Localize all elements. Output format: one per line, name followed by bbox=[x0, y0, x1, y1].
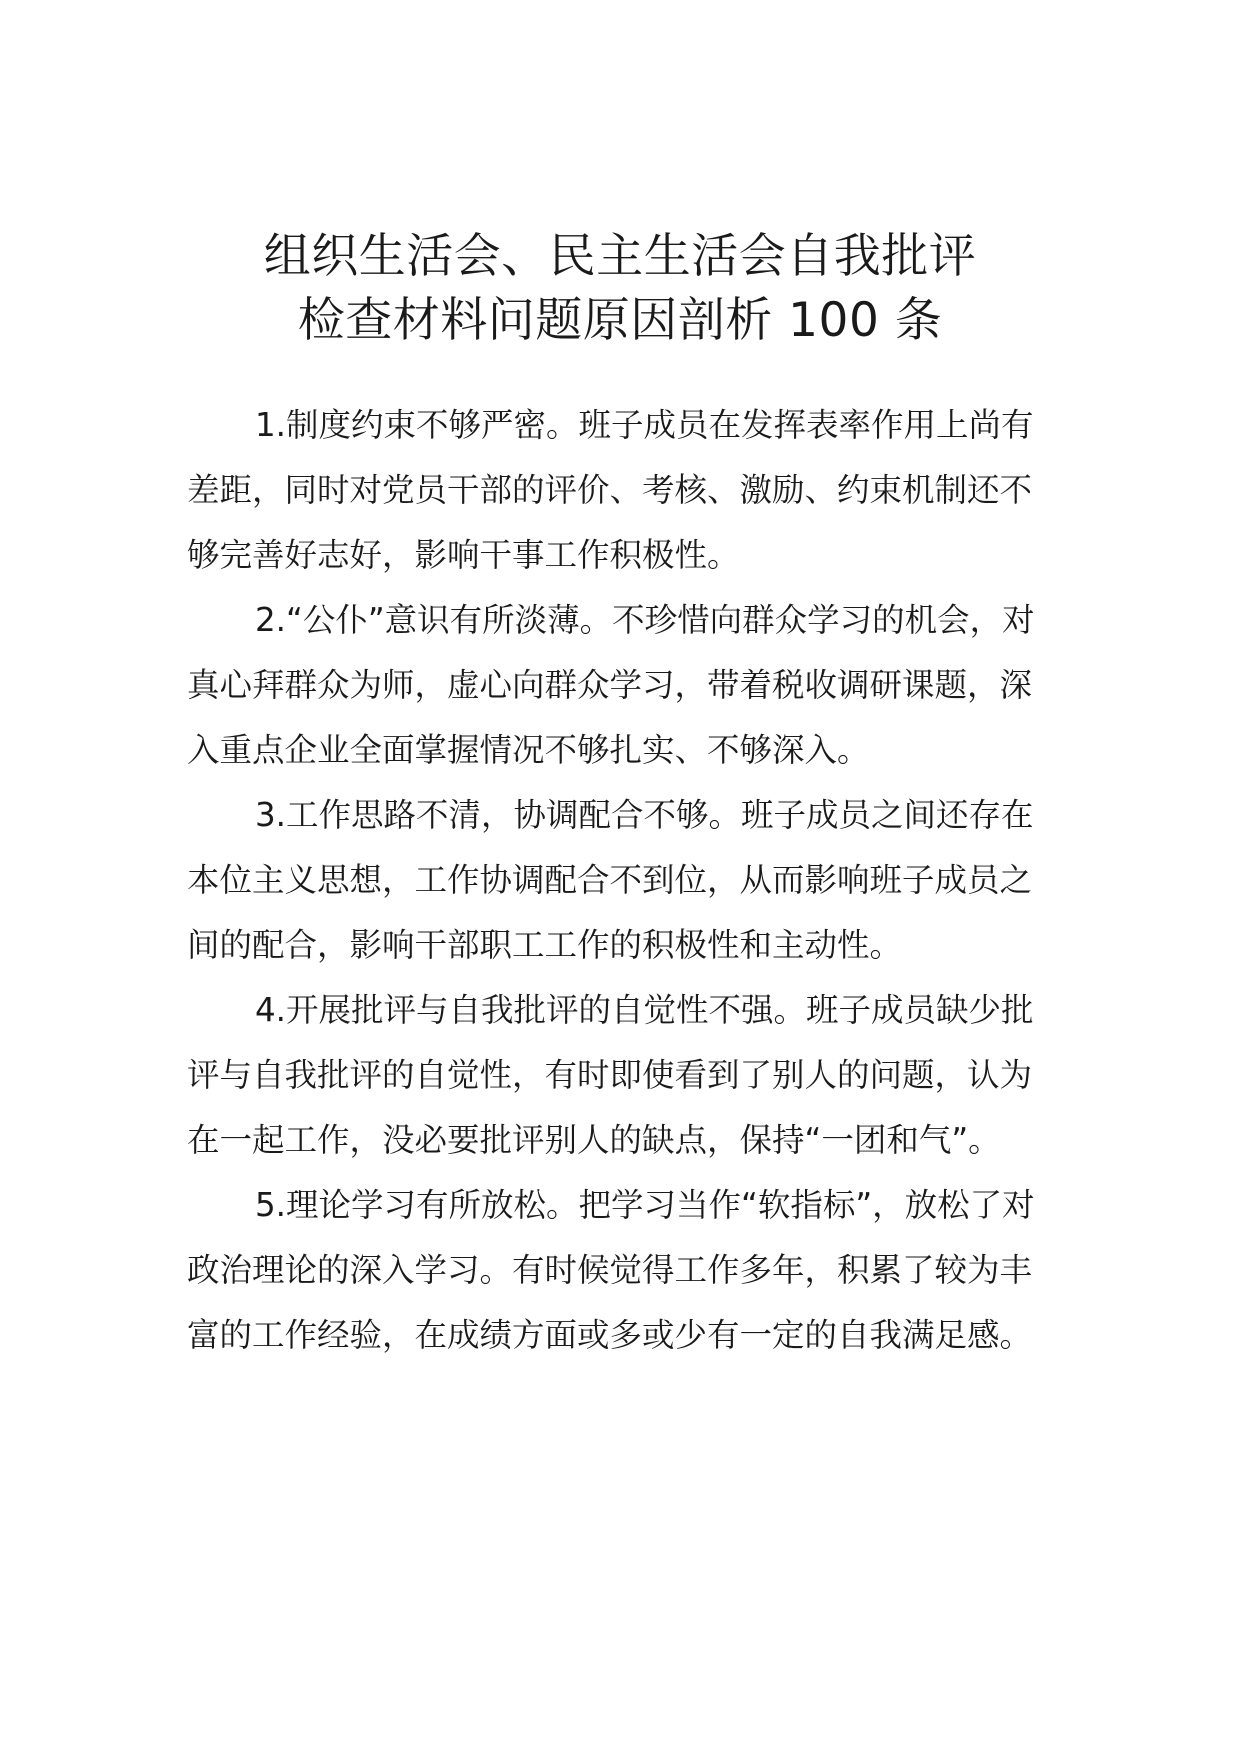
paragraph-3: 3.工作思路不清，协调配合不够。班子成员之间还存在本位主义思想，工作协调配合不到位，从而影响班子成员之间的配合，影响干部职工工作的积极性和主动性。 bbox=[187, 796, 1034, 964]
title-line-2: 检查材料问题原因剖析 100 条 bbox=[297, 293, 943, 348]
paragraph-5: 5.理论学习有所放松。把学习当作“软指标”，放松了对政治理论的深入学习。有时候觉得工作多年，积累了较为丰富的工作经验，在成绩方面或多或少有一定的自我满足感。 bbox=[187, 1186, 1035, 1354]
document-body bbox=[187, 393, 1057, 1368]
title-line-1: 组织生活会、民主生活会自我批评 bbox=[263, 229, 977, 284]
document-title bbox=[0, 225, 1240, 353]
paragraph-2: 2.“公仆”意识有所淡薄。不珍惜向群众学习的机会，对真心拜群众为师，虚心向群众学习，带着税收调研课题，深入重点企业全面掌握情况不够扎实、不够深入。 bbox=[187, 601, 1035, 769]
paragraph-1: 1.制度约束不够严密。班子成员在发挥表率作用上尚有差距，同时对党员干部的评价、考核、激励、约束机制还不够完善好志好，影响干事工作积极性。 bbox=[187, 406, 1034, 574]
paragraph-4: 4.开展批评与自我批评的自觉性不强。班子成员缺少批评与自我批评的自觉性，有时即使看到了别人的问题，认为在一起工作，没必要批评别人的缺点，保持“一团和气”。 bbox=[187, 991, 1034, 1159]
